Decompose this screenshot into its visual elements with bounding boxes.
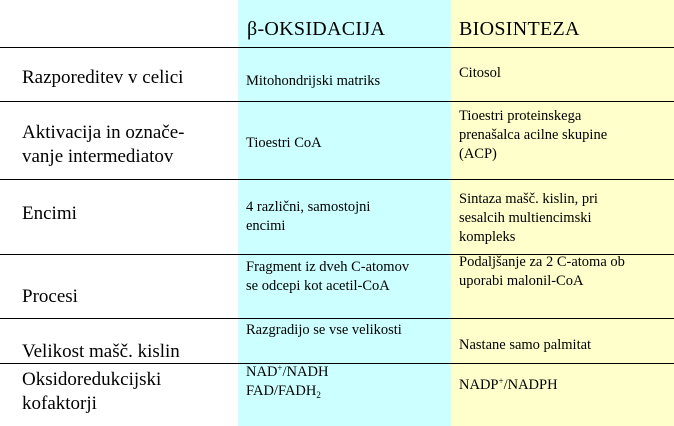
row-divider [0,318,674,319]
bio-processes: Podaljšanje za 2 C-atoma ob uporabi malonil-CoA [459,254,625,289]
bio-activation: Tioestri proteinskega prenašalca acilne skupine (ACP) [459,108,608,162]
beta-cofactors: NAD+/NADH FAD/$FADH_2$ [246,363,329,400]
header-beta-oxidation: β-OKSIDACIJA [247,18,386,40]
header-divider [0,47,674,48]
row-label-cofactors: Oksidoredukcijski kofaktorji [22,369,162,414]
row-label-location: Razporeditev v celici [22,67,184,88]
beta-activation: Tioestri CoA [246,135,322,151]
beta-processes: Fragment iz dveh C-atomov se odcepi kot acetil-CoA [246,259,410,294]
beta-enzymes: 4 različni, samostojni encimi [246,199,371,234]
row-label-fatty-acid-size: Velikost mašč. kislin [22,341,180,362]
row-label-enzymes: Encimi [22,203,77,224]
bio-cofactors: NADP+/NADPH [459,376,558,393]
bio-size: Nastane samo palmitat [459,337,592,353]
beta-size: Razgradijo se vse velikosti [246,322,402,338]
bio-enzymes: Sintaza mašč. kislin, pri sesalcih multiencimski kompleks [459,191,598,245]
row-divider [0,179,674,180]
row-divider [0,101,674,102]
bio-location: Citosol [459,65,501,81]
row-label-activation: Aktivacija in označe- vanje intermediatov [22,122,185,167]
row-label-processes: Procesi [22,286,78,307]
header-biosynthesis: BIOSINTEZA [459,18,580,40]
beta-location: Mitohondrijski matriks [246,73,381,89]
